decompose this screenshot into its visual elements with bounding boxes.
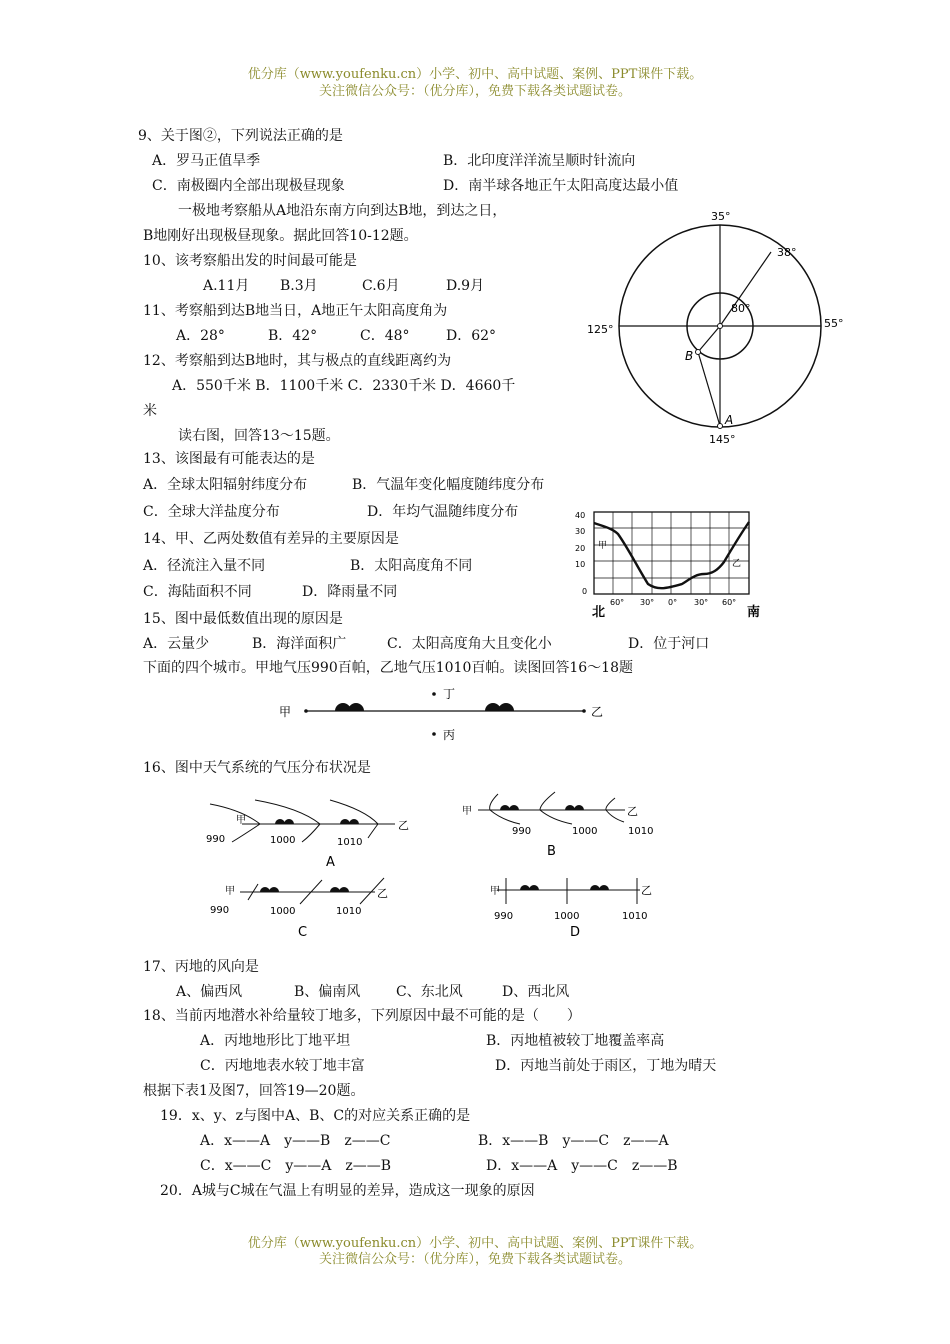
q11-stem: 11、考察船到达B地当日，A地正午太阳高度角为 <box>143 303 448 319</box>
chart-grid <box>594 512 749 594</box>
q13-stem: 13、该图最有可能表达的是 <box>143 451 315 467</box>
q19-option-b: B．x——B y——C z——A <box>478 1133 669 1149</box>
q14-option-c: C．海陆面积不同 <box>143 584 252 600</box>
q10-option-b: B.3月 <box>280 278 318 294</box>
q10-option-c: C.6月 <box>362 278 400 294</box>
y-tick-0: 0 <box>582 587 588 596</box>
fig-c-label: C <box>298 925 308 940</box>
q12-options: A．550千米 B．1100千米 C．2330千米 D．4660千 <box>172 378 516 394</box>
header-line-2: 关注微信公众号：（优分库），免费下载各类试题试卷。 <box>318 84 631 99</box>
q16-option-figures <box>200 790 670 950</box>
q17-option-a: A、偏西风 <box>176 984 243 1000</box>
fig-c-1000: 1000 <box>270 906 296 917</box>
fig-b-1000: 1000 <box>572 826 598 837</box>
fig-d-990: 990 <box>494 911 514 922</box>
q12-wrap: 米 <box>143 403 157 419</box>
q18-option-d: D．丙地当前处于雨区，丁地为晴天 <box>495 1058 717 1074</box>
q18-stem: 18、当前丙地潜水补给量较丁地多，下列原因中最不可能的是（ ） <box>143 1008 581 1024</box>
point-bing <box>432 732 436 736</box>
q14-stem: 14、甲、乙两处数值有差异的主要原因是 <box>143 531 399 547</box>
line-pole-b <box>698 326 720 352</box>
q9-option-c: C．南极圈内全部出现极昼现象 <box>152 178 345 194</box>
q16-figure-b <box>462 792 653 859</box>
intro19: 根据下表1及图7，回答19—20题。 <box>143 1083 365 1099</box>
route-a-b <box>698 352 720 426</box>
fig-b-yi: 乙 <box>627 805 638 818</box>
q10-option-a: A.11月 <box>203 278 250 294</box>
label-125: 125° <box>587 323 614 336</box>
intro10-line1: 一极地考察船从A地沿东南方向到达B地，到达之日， <box>178 203 507 219</box>
label-ding: 丁 <box>443 687 456 701</box>
fig-d-label: D <box>570 925 581 940</box>
y-tick-20: 20 <box>575 544 586 553</box>
q19-option-a: A．x——A y——B z——C <box>200 1133 391 1149</box>
point-a-dot <box>718 424 723 429</box>
intro16: 下面的四个城市。甲地气压990百帕，乙地气压1010百帕。读图回答16～18题 <box>143 660 633 676</box>
header-line-1: 优分库（www.youfenku.cn）小学、初中、高中试题、案例、PPT课件下载。 <box>247 67 703 82</box>
label-55: 55° <box>824 317 844 330</box>
x-tick-30s: 30° <box>694 598 709 607</box>
fig-b-1010: 1010 <box>628 826 654 837</box>
q14-option-b: B．太阳高度角不同 <box>350 558 473 574</box>
warm-front-bump <box>498 703 514 711</box>
fig-b-label: B <box>547 844 556 859</box>
q16-stem: 16、图中天气系统的气压分布状况是 <box>143 760 371 776</box>
chart-frame <box>594 512 749 594</box>
y-tick-10: 10 <box>575 560 586 569</box>
q9-option-b: B．北印度洋洋流呈顺时针流向 <box>443 153 636 169</box>
fig-a-yi: 乙 <box>398 819 409 832</box>
q14-option-a: A．径流注入量不同 <box>143 558 266 574</box>
q13-option-a: A．全球太阳辐射纬度分布 <box>143 477 308 493</box>
q11-option-d: D．62° <box>446 328 497 344</box>
q19-stem: 19．x、y、z与图中A、B、C的对应关系正确的是 <box>160 1108 471 1124</box>
y-tick-40: 40 <box>575 511 586 520</box>
pole-point <box>718 324 723 329</box>
fig-a-label: A <box>326 855 335 870</box>
q17-option-c: C、东北风 <box>396 984 463 1000</box>
q19-option-c: C．x——C y——A z——B <box>200 1158 392 1174</box>
q16-figure-d <box>490 878 652 940</box>
fig-c-990: 990 <box>210 905 230 916</box>
front-figure <box>275 682 615 744</box>
q16-figure-a <box>206 800 409 870</box>
label-yi: 乙 <box>732 559 742 569</box>
label-b: B <box>685 349 694 363</box>
q11-option-c: C．48° <box>360 328 410 344</box>
x-tick-0: 0° <box>668 598 678 607</box>
q17-option-b: B、偏南风 <box>294 984 361 1000</box>
footer-line-1: 优分库（www.youfenku.cn）小学、初中、高中试题、案例、PPT课件下载。 <box>247 1236 703 1251</box>
q19-option-d: D．x——A y——C z——B <box>486 1158 678 1174</box>
polar-figure <box>585 200 885 450</box>
q18-option-b: B．丙地植被较丁地覆盖率高 <box>486 1033 665 1049</box>
fig-d-1010: 1010 <box>622 911 648 922</box>
x-tick-60s: 60° <box>722 598 737 607</box>
fig-b-990: 990 <box>512 826 532 837</box>
q20-stem: 20．A城与C城在气温上有明显的差异，造成这一现象的原因 <box>160 1183 535 1199</box>
point-b-dot <box>696 350 701 355</box>
fig-b-jia: 甲 <box>462 806 472 817</box>
label-jia: 甲 <box>279 705 292 719</box>
point-yi <box>582 709 586 713</box>
q18-option-a: A．丙地地形比丁地平坦 <box>200 1033 351 1049</box>
fig-d-1000: 1000 <box>554 911 580 922</box>
q9-stem: 9、关于图②，下列说法正确的是 <box>138 128 343 144</box>
q12-stem: 12、考察船到达B地时，其与极点的直线距离约为 <box>143 353 452 369</box>
q13-option-c: C．全球大洋盐度分布 <box>143 504 280 520</box>
latitude-chart <box>572 504 772 626</box>
q15-option-a: A．云量少 <box>143 636 210 652</box>
fig-a-1000: 1000 <box>270 835 296 846</box>
q11-option-a: A．28° <box>176 328 225 344</box>
x-tick-30n: 30° <box>640 598 655 607</box>
q18-option-c: C．丙地地表水较丁地丰富 <box>200 1058 365 1074</box>
footer-line-2: 关注微信公众号：（优分库），免费下载各类试题试卷。 <box>318 1252 631 1267</box>
fig-d-jia: 甲 <box>490 886 500 897</box>
q13-option-b: B．气温年变化幅度随纬度分布 <box>352 477 545 493</box>
q15-option-c: C．太阳高度角大且变化小 <box>387 636 552 652</box>
fig-d-yi: 乙 <box>641 884 652 897</box>
fig-c-yi: 乙 <box>377 887 388 900</box>
label-bing: 丙 <box>443 728 456 742</box>
x-tick-60n: 60° <box>610 598 625 607</box>
label-145: 145° <box>709 433 736 446</box>
fig-a-1010: 1010 <box>337 837 363 848</box>
q11-option-b: B．42° <box>268 328 318 344</box>
point-ding <box>432 692 436 696</box>
q17-option-d: D、西北风 <box>502 984 570 1000</box>
fig-c-jia: 甲 <box>225 886 235 897</box>
q13-option-d: D．年均气温随纬度分布 <box>367 504 519 520</box>
intro13: 读右图，回答13～15题。 <box>178 428 340 444</box>
q15-option-b: B．海洋面积广 <box>252 636 347 652</box>
q17-stem: 17、丙地的风向是 <box>143 959 259 975</box>
point-jia <box>304 709 308 713</box>
q14-option-d: D．降雨量不同 <box>302 584 398 600</box>
q9-option-a: A．罗马正值旱季 <box>152 153 261 169</box>
fig-a-jia: 甲 <box>236 815 246 826</box>
label-38: 38° <box>777 246 797 259</box>
label-north: 北 <box>592 605 606 620</box>
label-35: 35° <box>711 210 731 223</box>
warm-front-bump <box>348 703 364 711</box>
label-jia: 甲 <box>598 541 608 551</box>
q10-stem: 10、该考察船出发的时间最可能是 <box>143 253 357 269</box>
label-80: 80° <box>731 302 751 315</box>
intro10-line2: B地刚好出现极昼现象。据此回答10-12题。 <box>143 228 418 244</box>
q10-option-d: D.9月 <box>446 278 485 294</box>
label-a: A <box>725 413 734 427</box>
q9-option-d: D．南半球各地正午太阳高度达最小值 <box>443 178 679 194</box>
fig-c-1010: 1010 <box>336 906 362 917</box>
label-south: 南 <box>747 605 761 620</box>
label-yi: 乙 <box>591 705 604 719</box>
y-tick-30: 30 <box>575 527 586 536</box>
q15-stem: 15、图中最低数值出现的原因是 <box>143 611 343 627</box>
fig-a-990: 990 <box>206 834 226 845</box>
q16-figure-c <box>210 878 388 940</box>
q15-option-d: D．位于河口 <box>628 636 710 652</box>
